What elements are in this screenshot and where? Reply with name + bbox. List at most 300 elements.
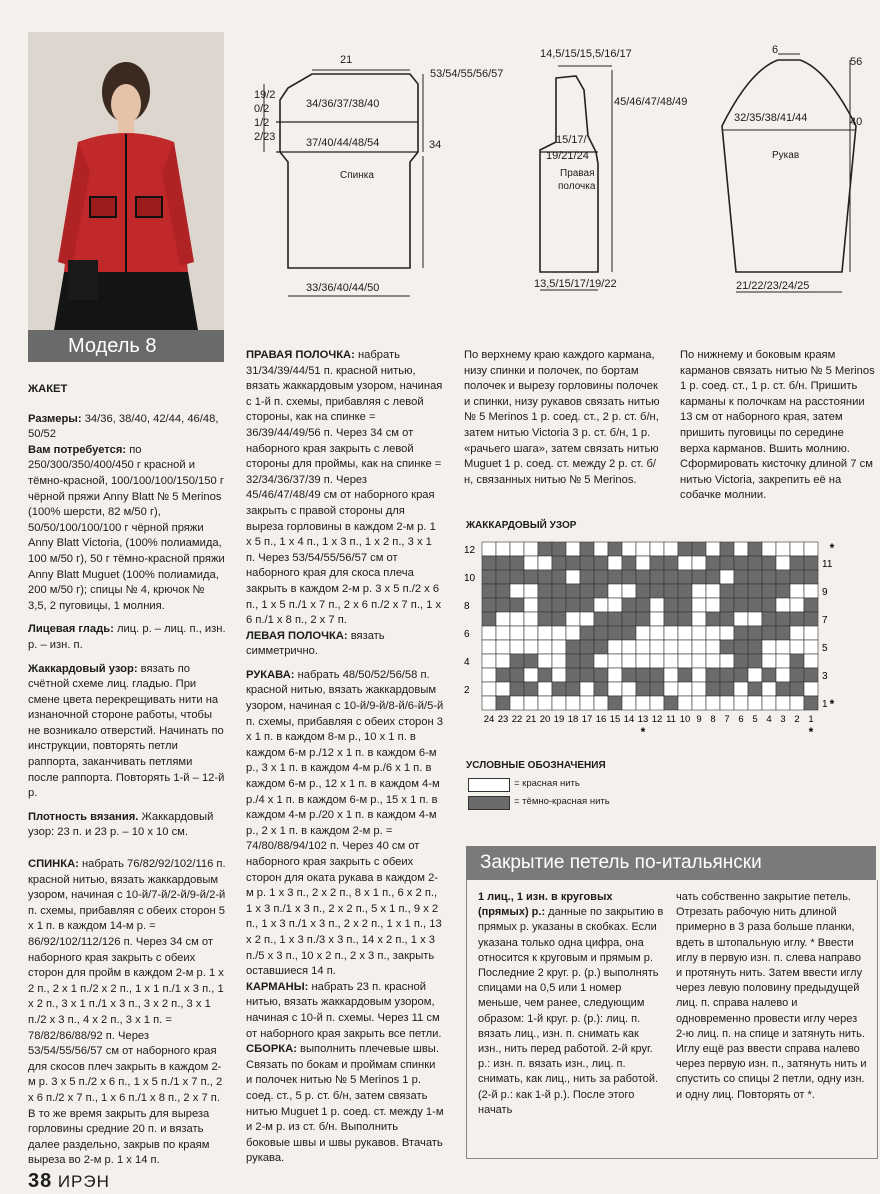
chart-cell: [622, 556, 636, 570]
chart-cell: [734, 682, 748, 696]
chart-row-label: 8: [464, 601, 470, 612]
box-right-column: [676, 890, 868, 1103]
chart-cell: [636, 668, 650, 682]
chart-cell: [664, 542, 678, 556]
chart-cell: [594, 556, 608, 570]
chart-repeat-star: *: [640, 725, 646, 736]
chart-cell: [524, 542, 538, 556]
chart-cell: [790, 626, 804, 640]
chart-cell: [566, 598, 580, 612]
chart-cell: [510, 598, 524, 612]
chart-cell: [482, 612, 496, 626]
chart-cell: [790, 542, 804, 556]
jacquard-text: вязать по счётной схеме лиц. гладью. При смене цвета перекрещивать нити на изнаночной стороне работы, чтобы не возникало отверстий. Начинать по инструкции, повторять петли раппорта, заканчивать петлями после раппорта. Повторять 1-й – 12-й р.: [28, 662, 225, 800]
chart-cell: [580, 542, 594, 556]
chart-cell: [790, 640, 804, 654]
chart-cell: [664, 556, 678, 570]
chart-cell: [790, 556, 804, 570]
chart-cell: [692, 696, 706, 710]
chart-cell: [552, 626, 566, 640]
sleeve-side-height-dim: 40: [850, 116, 863, 128]
chart-cell: [720, 598, 734, 612]
chart-cell: [762, 654, 776, 668]
chart-cell: [566, 612, 580, 626]
chart-col-label: 11: [666, 714, 676, 725]
chart-cell: [678, 626, 692, 640]
chart-cell: [790, 682, 804, 696]
chart-cell: [580, 640, 594, 654]
chart-cell: [482, 696, 496, 710]
chart-cell: [524, 696, 538, 710]
chart-cell: [496, 584, 510, 598]
chart-cell: [580, 696, 594, 710]
chart-cell: [622, 626, 636, 640]
chart-cell: [734, 626, 748, 640]
chart-cell: [678, 598, 692, 612]
chart-cell: [510, 570, 524, 584]
chart-cell: [608, 654, 622, 668]
chart-cell: [552, 696, 566, 710]
chart-cell: [636, 696, 650, 710]
column-4: [680, 348, 876, 512]
chart-cell: [524, 668, 538, 682]
left-front-text: вязать симметрично.: [246, 629, 385, 658]
chart-cell: [552, 612, 566, 626]
chart-cell: [566, 556, 580, 570]
chart-cell: [552, 640, 566, 654]
chart-col-label: 6: [738, 714, 744, 725]
model-photo-illustration: [28, 32, 224, 362]
chart-cell: [776, 570, 790, 584]
chart-cell: [566, 570, 580, 584]
back-label: СПИНКА:: [28, 858, 79, 871]
chart-cell: [734, 640, 748, 654]
assembly-text: выполнить плечевые швы. Связать по бокам и проймам спинки и полочек нитью № 5 Merinos 1 р. соед. ст., 5 р. ст. б/н, затем связать нитью Muguet 1 р. соед. ст. между 1-м и 2-м р. из ст. б/н. Выполнить боковые швы и швы рукавов. Втачать рукава.: [246, 1043, 444, 1165]
chart-cell: [734, 556, 748, 570]
chart-cell: [706, 668, 720, 682]
chart-cell: [510, 626, 524, 640]
chart-cell: [692, 584, 706, 598]
chart-cell: [720, 584, 734, 598]
chart-cell: [594, 570, 608, 584]
chart-cell: [762, 612, 776, 626]
chart-cell: [748, 542, 762, 556]
sleeve-label: Рукав: [772, 150, 800, 161]
chart-cell: [720, 556, 734, 570]
chart-cell: [692, 542, 706, 556]
chart-cell: [510, 696, 524, 710]
chart-cell: [734, 542, 748, 556]
chart-cell: [580, 598, 594, 612]
chart-cell: [622, 570, 636, 584]
chart-col-label: 2: [794, 714, 800, 725]
chart-cell: [762, 696, 776, 710]
legend-title: УСЛОВНЫЕ ОБОЗНАЧЕНИЯ: [466, 760, 606, 771]
chart-cell: [622, 598, 636, 612]
chart-col-label: 4: [766, 714, 772, 725]
chart-cell: [552, 584, 566, 598]
chart-cell: [650, 626, 664, 640]
chart-cell: [748, 570, 762, 584]
chart-cell: [664, 584, 678, 598]
chart-cell: [482, 598, 496, 612]
chart-cell: [566, 682, 580, 696]
chart-cell: [692, 570, 706, 584]
front-bottom-width-dim: 13,5/15/17/19/22: [534, 278, 617, 290]
box-left-column: [478, 890, 664, 1118]
chart-col-label: 18: [567, 714, 579, 725]
chart-cell: [692, 612, 706, 626]
model-photo: [28, 32, 224, 362]
chart-cell: [538, 570, 552, 584]
chart-cell: [678, 640, 692, 654]
chart-cell: [608, 626, 622, 640]
chart-cell: [594, 654, 608, 668]
chart-cell: [496, 612, 510, 626]
chart-cell: [566, 626, 580, 640]
chart-row-label: 10: [464, 573, 476, 584]
chart-cell: [622, 668, 636, 682]
chart-cell: [706, 696, 720, 710]
pockets-text: набрать 23 п. красной нитью, вязать жаккардовым узором, начиная с 10-й п. схемы. Через 11 см от наборного края закрыть все петли.: [246, 980, 442, 1040]
chart-cell: [790, 598, 804, 612]
chart-cell: [580, 612, 594, 626]
chart-cell: [762, 626, 776, 640]
chart-cell: [510, 668, 524, 682]
chart-cell: [650, 584, 664, 598]
chart-cell: [580, 668, 594, 682]
chart-cell: [692, 640, 706, 654]
left-front-label: ЛЕВАЯ ПОЛОЧКА:: [246, 629, 348, 642]
chart-cell: [804, 598, 818, 612]
chart-cell: [706, 584, 720, 598]
chart-cell: [496, 556, 510, 570]
chart-cell: [706, 640, 720, 654]
chart-cell: [804, 556, 818, 570]
chart-cell: [650, 668, 664, 682]
model-label: Модель 8: [28, 330, 224, 362]
chart-cell: [664, 696, 678, 710]
chart-row-label: 3: [822, 671, 828, 682]
chart-cell: [678, 696, 692, 710]
chart-cell: [608, 598, 622, 612]
chart-cell: [692, 598, 706, 612]
stst-label: Лицевая гладь:: [28, 623, 114, 636]
chart-row-label: 2: [464, 685, 470, 696]
sizes-label: Размеры:: [28, 412, 82, 425]
chart-cell: [594, 640, 608, 654]
article-title: ЖАКЕТ: [28, 383, 68, 395]
chart-cell: [748, 598, 762, 612]
chart-cell: [678, 682, 692, 696]
chart-cell: [776, 584, 790, 598]
chart-cell: [650, 612, 664, 626]
chart-title: ЖАККАРДОВЫЙ УЗОР: [466, 520, 577, 531]
chart-col-label: 9: [696, 714, 702, 725]
chart-cell: [734, 598, 748, 612]
chart-cell: [622, 654, 636, 668]
chart-cell: [496, 668, 510, 682]
legend-red-text: = красная нить: [514, 778, 580, 789]
chart-cell: [762, 682, 776, 696]
chart-cell: [580, 682, 594, 696]
gauge-label: Плотность вязания.: [28, 810, 139, 823]
chart-cell: [636, 640, 650, 654]
chart-col-label: 13: [637, 714, 649, 725]
chart-col-label: 23: [497, 714, 509, 725]
chart-cell: [622, 696, 636, 710]
chart-cell: [776, 640, 790, 654]
chart-col-label: 10: [679, 714, 691, 725]
chart-cell: [594, 584, 608, 598]
chart-cell: [692, 626, 706, 640]
chart-cell: [790, 654, 804, 668]
chart-cell: [524, 682, 538, 696]
chart-cell: [636, 626, 650, 640]
chart-cell: [552, 598, 566, 612]
chart-cell: [608, 682, 622, 696]
chart-cell: [748, 556, 762, 570]
chart-cell: [580, 654, 594, 668]
chart-cell: [636, 584, 650, 598]
chart-cell: [692, 682, 706, 696]
chart-cell: [748, 668, 762, 682]
chart-cell: [524, 640, 538, 654]
chart-cell: [524, 556, 538, 570]
chart-repeat-star: *: [829, 697, 835, 711]
box-right-text: чать собственно закрытие петель. Отрезать рабочую нить длиной примерно в 3 раза больше планки, вдеть в штопальную иглу. * Ввести иглу в первую изн. п. слева направо и протянуть нить. Затем ввести иглу через левую половину предыдущей лиц. п. справа налево и одновременно провести иглу через 2-ю лиц. п. на спице и затянуть нить. Иглу ещё раз ввести справа налево через первую изн. п., затянуть нить и спустить со спицы 2 петли, одну изн. и одну лиц. Повторять от *.: [676, 891, 867, 1101]
chart-cell: [496, 654, 510, 668]
chart-cell: [552, 682, 566, 696]
chart-cell: [804, 542, 818, 556]
chart-cell: [720, 682, 734, 696]
chart-cell: [524, 570, 538, 584]
chart-cell: [594, 612, 608, 626]
chart-cell: [608, 556, 622, 570]
chart-cell: [510, 542, 524, 556]
chart-cell: [678, 654, 692, 668]
chart-cell: [510, 654, 524, 668]
chart-cell: [538, 556, 552, 570]
chart-row-label: 4: [464, 657, 470, 668]
chart-cell: [734, 668, 748, 682]
chart-cell: [650, 654, 664, 668]
chart-cell: [636, 556, 650, 570]
chart-cell: [636, 598, 650, 612]
chart-cell: [608, 584, 622, 598]
chart-cell: [482, 682, 496, 696]
chart-cell: [734, 696, 748, 710]
chart-cell: [776, 612, 790, 626]
chart-cell: [790, 668, 804, 682]
chart-cell: [566, 542, 580, 556]
chart-cell: [706, 598, 720, 612]
chart-cell: [580, 570, 594, 584]
chart-cell: [524, 598, 538, 612]
chart-col-label: 5: [752, 714, 758, 725]
chart-row-label: 5: [822, 643, 828, 654]
back-top-dim: 21: [340, 54, 353, 66]
chart-cell: [804, 640, 818, 654]
box-left-text: данные по закрытию в прямых р. указаны в скобках. Если указана только одна цифра, она относится к круговым и прямым р. Последние 2 круг. р. (р.) выполнять спицами на 0,5 или 1 номер меньше, чем ранее, следующим образом: 1-й круг. р. (р.): лиц. п. вязать лиц., изн. п. снимать как изн., нить перед работой. 2-й круг. р.: изн. п. вязать изн., лиц. п. снимать, как лиц., нить за работой. (2-й р.: как 1-й р.). После этого начать: [478, 906, 664, 1116]
jacquard-label: Жаккардовый узор:: [28, 662, 138, 675]
chart-cell: [636, 682, 650, 696]
chart-cell: [636, 542, 650, 556]
assembly-label: СБОРКА:: [246, 1043, 297, 1056]
chart-col-label: 7: [724, 714, 730, 725]
chart-col-label: 24: [483, 714, 495, 725]
chart-cell: [482, 542, 496, 556]
chart-col-label: 22: [511, 714, 523, 725]
legend-dark-text: = тёмно-красная нить: [514, 796, 610, 807]
chart-cell: [608, 696, 622, 710]
chart-cell: [482, 668, 496, 682]
chart-cell: [692, 668, 706, 682]
chart-cell: [566, 696, 580, 710]
stst-text: лиц. р. – лиц. п., изн. р. – изн. п.: [28, 623, 226, 651]
chart-cell: [734, 584, 748, 598]
chart-cell: [664, 598, 678, 612]
chart-cell: [804, 584, 818, 598]
chart-cell: [496, 696, 510, 710]
chart-cell: [496, 598, 510, 612]
chart-col-label: 20: [539, 714, 551, 725]
sleeve-label-text: РУКАВА:: [246, 668, 295, 681]
sleeve-cap-width-dim: 32/35/38/41/44: [734, 112, 808, 124]
chart-cell: [510, 584, 524, 598]
back-upper-width-dim: 34/36/37/38/40: [306, 98, 380, 110]
legend-dark-swatch: [468, 796, 510, 810]
materials-text: по 250/300/350/400/450 г красной и тёмно-красной, 100/100/100/150/150 г чёрной пряжи Anny Blatt № 5 Merinos (100% шерсти, 82 м/50 г), 50/50/100/100/100 г чёрной пряжи Anny Blatt Victoria, (100% полиамида, 100 м/50 г), 50 г тёмно-красной пряжи Anny Blatt Muguet (100% полиамида, 200 м/50 г); спицы № 4, крючок № 3,5, 2 пуговицы, 1 молния.: [28, 443, 225, 612]
chart-cell: [720, 696, 734, 710]
chart-row-label: 11: [822, 559, 833, 570]
chart-cell: [804, 696, 818, 710]
back-shoulder-dim: 53/54/55/56/57: [430, 68, 504, 80]
chart-cell: [706, 570, 720, 584]
chart-cell: [664, 626, 678, 640]
chart-cell: [650, 682, 664, 696]
chart-cell: [678, 668, 692, 682]
chart-col-label: 17: [581, 714, 593, 725]
chart-cell: [482, 640, 496, 654]
chart-cell: [720, 640, 734, 654]
chart-cell: [678, 584, 692, 598]
chart-cell: [790, 584, 804, 598]
back-side-height-dim: 34: [429, 139, 442, 151]
sleeve-schematic: [722, 60, 856, 272]
chart-cell: [734, 570, 748, 584]
chart-cell: [594, 696, 608, 710]
gauge-text: Жаккардовый узор: 23 п. и 23 р. – 10 х 10 см.: [28, 810, 214, 839]
chart-col-label: 1: [808, 714, 814, 725]
chart-cell: [720, 626, 734, 640]
chart-cell: [790, 696, 804, 710]
chart-cell: [706, 626, 720, 640]
pockets-label: КАРМАНЫ:: [246, 980, 309, 993]
chart-cell: [650, 598, 664, 612]
sizes-text: 34/36, 38/40, 42/44, 46/48, 50/52: [28, 412, 219, 441]
chart-cell: [664, 654, 678, 668]
chart-cell: [804, 654, 818, 668]
chart-cell: [748, 696, 762, 710]
chart-row-label: 12: [464, 545, 476, 556]
chart-cell: [692, 654, 706, 668]
chart-cell: [608, 640, 622, 654]
chart-cell: [748, 640, 762, 654]
chart-cell: [538, 654, 552, 668]
chart-cell: [622, 682, 636, 696]
chart-col-label: 19: [553, 714, 565, 725]
chart-col-label: 15: [609, 714, 621, 725]
chart-cell: [776, 696, 790, 710]
chart-cell: [510, 640, 524, 654]
chart-cell: [524, 584, 538, 598]
chart-cell: [804, 668, 818, 682]
chart-cell: [594, 626, 608, 640]
chart-row-label: 7: [822, 615, 828, 626]
sleeve-text: набрать 48/50/52/56/58 п. красной нитью, вязать жаккардовым узором, начиная с 10-й/9-й/8-й/6-й/5-й п. схемы, прибавляя с обеих сторон 3 х 1 п. в каждом 8-м р., 10 х 1 п. в каждом 6-м р./12 х 1 п. в каждом 6-м р., 3 х 1 п. в каждом 4-м р./6 х 1 п. в каждом 6-м р., 12 х 1 п. в каждом 4-м р./4 х 1 п. в каждом 6-м р., 15 х 1 п. в каждом 4-м р./20 х 1 п. в каждом 4-м р., 2 х 1 п. в каждом 2-м р. = 74/80/88/94/102 п. Через 40 см от наборного края закрыть с обеих сторон для оката рукава в каждом 2-м р. 1 х 3 п., 2 х 2 п., 8 х 1 п., 6 х 2 п., 1 х 3 п./1 х 3 п., 2 х 2 п., 5 х 1 п., 9 х 2 п., 1 х 3 п./1 х 3 п., 2 х 2 п., 1 х 1 п., 13 х 2 п., 1 х 3 п./3 х 3 п., 14 х 2 п., 1 х 3 п./5 х 3 п., 10 х 2 п., 2 х 3 п., закрыть оставшиеся 14 п.: [246, 668, 444, 978]
chart-cell: [552, 668, 566, 682]
chart-cell: [678, 612, 692, 626]
chart-cell: [762, 598, 776, 612]
chart-cell: [706, 556, 720, 570]
chart-col-label: 16: [595, 714, 607, 725]
edging-text: По верхнему краю каждого кармана, низу спинки и полочек, по бортам полочек и вырезу горловины полочек и спинки, низу рукавов связать нитью № 5 Merinos 1 р. соед. ст., 2 р. ст. б/н, затем нитью Victoria 3 р. ст. б/н, 1 р. «рачьего шага», затем связать нитью Muguet 1 р. соед. ст. между 2 р. ст. б/н, связанных нитью № 5 Merinos.: [464, 349, 660, 486]
chart-cell: [510, 556, 524, 570]
chart-cell: [538, 696, 552, 710]
chart-cell: [762, 640, 776, 654]
chart-cell: [580, 626, 594, 640]
chart-cell: [622, 612, 636, 626]
page-footer: [28, 1170, 110, 1193]
box-left-lead: 1 лиц., 1 изн. в круговых (прямых) р.:: [478, 891, 613, 919]
chart-cell: [552, 556, 566, 570]
chart-cell: [622, 542, 636, 556]
chart-cell: [566, 668, 580, 682]
column-3: [464, 348, 662, 496]
chart-cell: [510, 612, 524, 626]
chart-cell: [482, 584, 496, 598]
chart-col-label: 14: [623, 714, 635, 725]
chart-cell: [552, 542, 566, 556]
chart-cell: [650, 542, 664, 556]
chart-cell: [594, 542, 608, 556]
chart-row-label: 9: [822, 587, 828, 598]
chart-cell: [706, 654, 720, 668]
chart-cell: [678, 556, 692, 570]
chart-cell: [692, 556, 706, 570]
chart-cell: [650, 570, 664, 584]
front-mid-width-2: 19/21/24: [546, 150, 589, 162]
magazine-name: ИРЭН: [57, 1172, 110, 1191]
materials-label: Вам потребуется:: [28, 443, 127, 456]
back-bottom-width-dim: 33/36/40/44/50: [306, 282, 380, 294]
sleeve-total-height-dim: 56: [850, 56, 863, 68]
right-front-text: набрать 31/34/39/44/51 п. красной нитью, вязать жаккардовым узором, начиная с 1-й п. схемы, прибавляя с левой стороны, как на спинке = 36/39/44/49/56 п. Через 34 см от наборного края закрыть с левой стороны для проймы, как на спинке = 32/34/36/37/39 п. Через 45/46/47/48/49 см от наборного края закрыть с правой стороны для выреза горловины в каждом 2-м р. 1 х 5 п., 1 х 4 п., 1 х 3 п., 1 х 2 п., 3 х 1 п. Через 53/54/55/56/57 см от наборного края для скоса плеча закрыть в каждом 2-м р. 3 х 5 п./2 х 6 п., 1 х 5 п./1 х 7 п., 2 х 6 п./2 х 7 п., 1 х 6 п./1 х 8 п., 2 х 7 п.: [246, 349, 443, 627]
chart-row-label: 1: [822, 699, 828, 710]
chart-cell: [720, 612, 734, 626]
chart-repeat-star: *: [829, 541, 835, 555]
sleeve-bottom-width-dim: 21/22/23/24/25: [736, 280, 810, 292]
chart-cell: [762, 570, 776, 584]
chart-cell: [776, 556, 790, 570]
page-number: 38: [28, 1170, 53, 1192]
front-label-2: полочка: [558, 181, 596, 192]
chart-cell: [524, 626, 538, 640]
chart-cell: [804, 626, 818, 640]
chart-cell: [734, 612, 748, 626]
chart-cell: [510, 682, 524, 696]
